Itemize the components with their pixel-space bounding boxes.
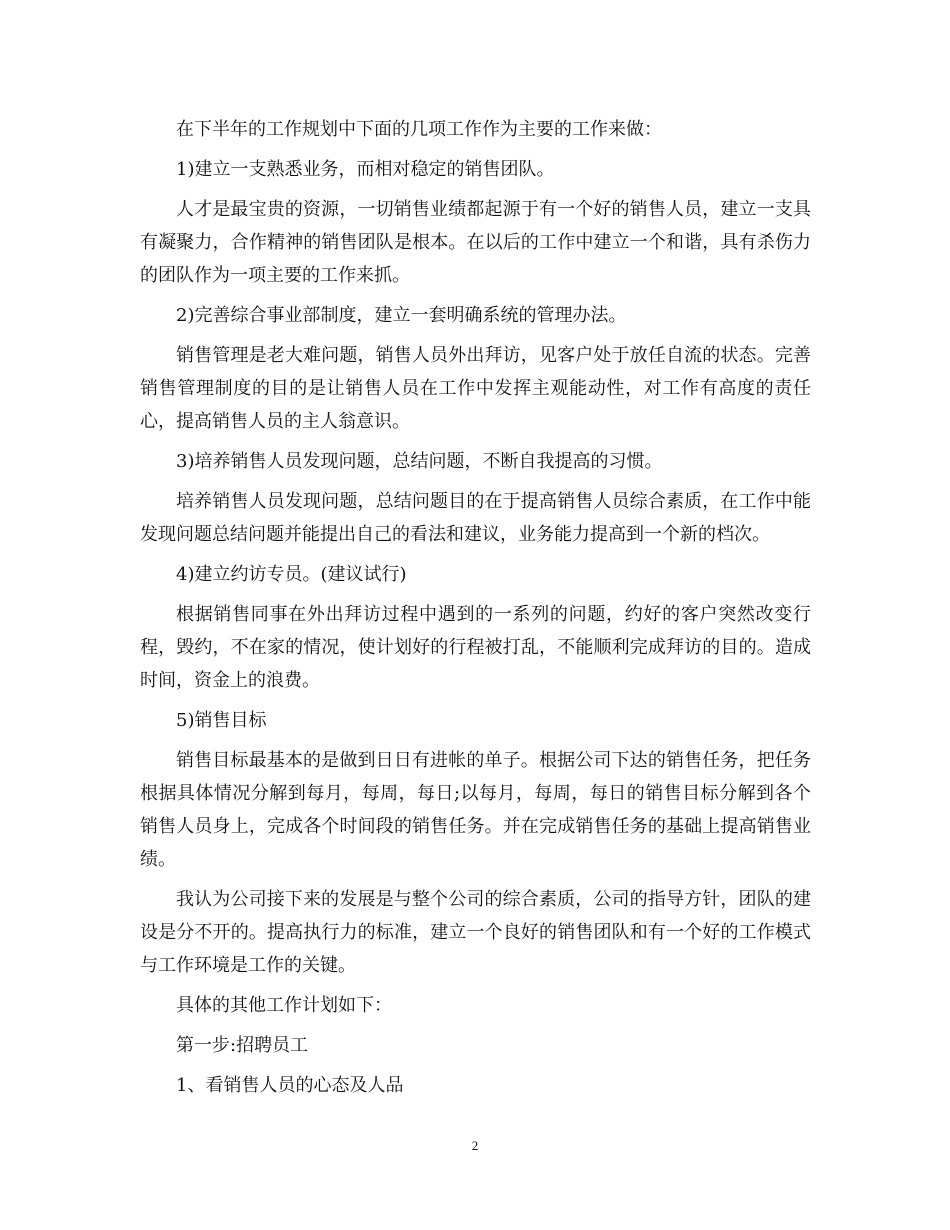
page-number: 2 [471,1138,479,1153]
heading-step-1: 第一步:招聘员工 [176,1035,309,1056]
paragraph-item-4: 根据销售同事在外出拜访过程中遇到的一系列的问题，约好的客户突然改变行程，毁约，不在家的情况，使计划好的行程被打乱，不能顺利完成拜访的目的。造成时间，资金上的浪费。 [140,604,811,691]
paragraph-item-2: 销售管理是老大难问题，销售人员外出拜访，见客户处于放任自流的状态。完善销售管理制度的目的是让销售人员在工作中发挥主观能动性，对工作有高度的责任心，提高销售人员的主人翁意识。 [140,345,811,432]
list-item-1: 1、看销售人员的心态及人品 [176,1075,404,1096]
paragraph-item-3: 培养销售人员发现问题，总结问题目的在于提高销售人员综合素质，在工作中能发现问题总结问题并能提出自己的看法和建议，业务能力提高到一个新的档次。 [140,491,811,545]
heading-item-4: 4)建立约访专员。(建议试行) [176,564,407,585]
paragraph-intro: 在下半年的工作规划中下面的几项工作作为主要的工作来做： [176,119,662,140]
paragraph-plan-intro: 具体的其他工作计划如下： [176,995,392,1016]
paragraph-item-1: 人才是最宝贵的资源，一切销售业绩都起源于有一个好的销售人员，建立一支具有凝聚力，合作精神的销售团队是根本。在以后的工作中建立一个和谐，具有杀伤力的团队作为一项主要的工作来抓。 [140,199,811,286]
heading-item-1: 1)建立一支熟悉业务，而相对稳定的销售团队。 [176,159,555,180]
document-body [140,113,811,1109]
heading-item-3: 3)培养销售人员发现问题，总结问题，不断自我提高的习惯。 [176,451,663,472]
heading-item-2: 2)完善综合事业部制度，建立一套明确系统的管理办法。 [176,305,627,326]
paragraph-summary: 我认为公司接下来的发展是与整个公司的综合素质，公司的指导方针，团队的建设是分不开的。提高执行力的标准，建立一个良好的销售团队和有一个好的工作模式与工作环境是工作的关键。 [140,889,811,976]
paragraph-item-5: 销售目标最基本的是做到日日有进帐的单子。根据公司下达的销售任务，把任务根据具体情况分解到每月，每周，每日;以每月，每周，每日的销售目标分解到各个销售人员身上，完成各个时间段的销售任务。并在完成销售任务的基础上提高销售业绩。 [140,750,811,870]
heading-item-5: 5)销售目标 [176,710,267,731]
